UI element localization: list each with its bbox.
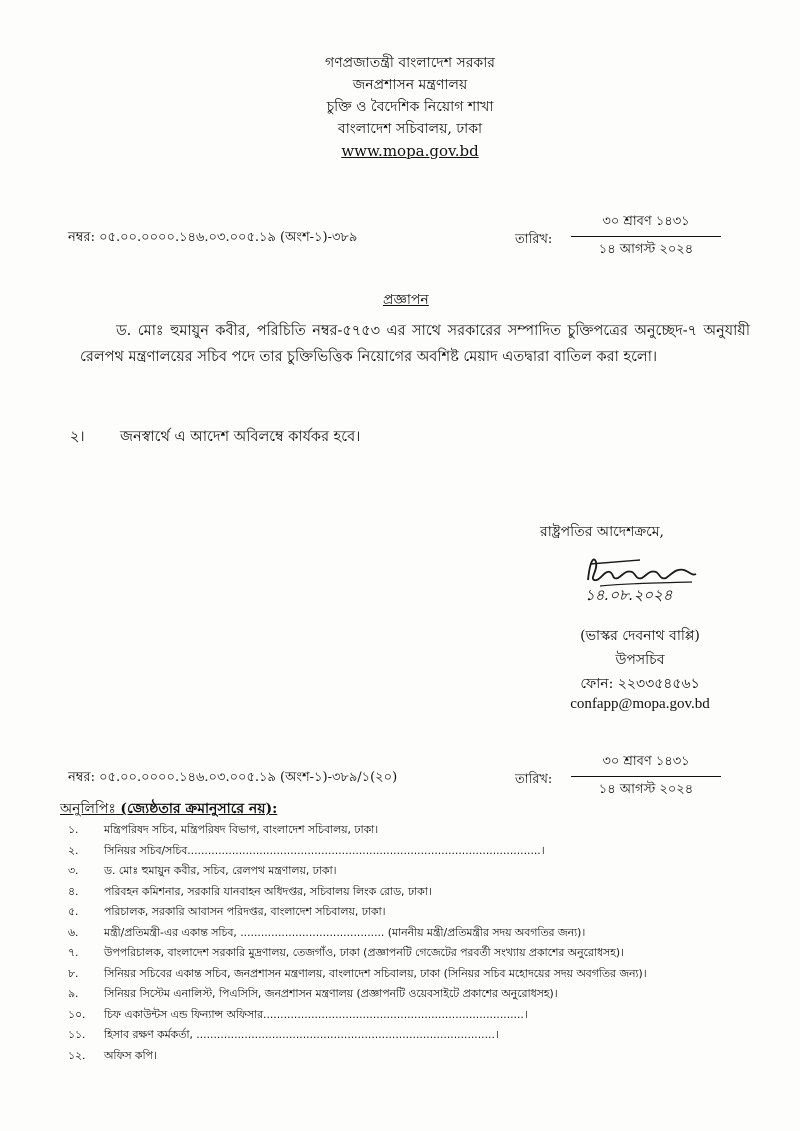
list-item	[68, 820, 708, 841]
list-item-number: ১১.	[68, 1028, 86, 1041]
office-address: বাংলাদেশ সচিবালয়, ঢাকা	[337, 121, 483, 137]
notice-paragraph-1: ড. মোঃ হুমায়ুন কবীর, পরিচিতি নম্বর-৫৭৫৩ এর সাথে সরকারের সম্পাদিত চুক্তিপত্রের অনুচ্ছেদ-৭ অনুযায়ী রেলপথ মন্ত্রণালয়ের সচিব পদে তার চুক্তিভিত্তিক নিয়োগের অবশিষ্ট মেয়াদ এতদ্বারা বাতিল করা হলো।	[80, 323, 750, 365]
list-item-number: ১.	[68, 823, 79, 836]
signatory-email[interactable]: confapp@mopa.gov.bd	[570, 696, 710, 712]
list-item-number: ৪.	[68, 884, 79, 898]
list-item-text: ড. মোঃ হুমায়ুন কবীর, সচিব, রেলপথ মন্ত্রণালয়, ঢাকা।	[104, 864, 337, 877]
copies-title: অনুলিপিঃ (জ্যেষ্ঠতার ক্রমানুসারে নয়):	[60, 801, 278, 817]
signature-date: ১৪.০৮.২০২৪	[585, 586, 673, 604]
list-item-text: সিনিয়র সচিবের একান্ত সচিব, জনপ্রশাসন মন্ত্রণালয়, বাংলাদেশ সচিবালয়, ঢাকা (সিনিয়র সচিব মহোদয়ের সদয় অবগতির জন্য)।	[104, 966, 647, 980]
list-item	[68, 984, 708, 1005]
list-item-text: পরিচালক, সরকারি আবাসন পরিদপ্তর, বাংলাদেশ সচিবালয়, ঢাকা।	[104, 905, 386, 918]
signatory-phone: ফোন: ২২৩৩৫৪৫৬১	[580, 676, 700, 692]
list-item	[68, 964, 708, 985]
govt-name: গণপ্রজাতন্ত্রী বাংলাদেশ সরকার	[325, 55, 495, 71]
list-item-text: চিফ একাউন্টস এন্ড ফিন্যান্স অফিসার............................................................................।	[104, 1007, 528, 1021]
memo-reference-number-2: নম্বর: ০৫.০০.০০০০.১৪৬.০৩.০০৫.১৯ (অংশ-১)-৩৮৯/১(২০)	[68, 770, 398, 785]
list-item	[68, 861, 708, 882]
list-item-number: ৭.	[68, 946, 79, 959]
list-item-text: হিসাব রক্ষণ কর্মকর্তা, .......................................................................................।	[104, 1028, 499, 1041]
order-by-text: রাষ্ট্রপতির আদেশক্রমে,	[540, 524, 664, 540]
list-item-text: পরিবহন কমিশনার, সরকারি যানবাহন অধিদপ্তর, সচিবালয় লিংক রোড, ঢাকা।	[104, 884, 432, 898]
list-item-text: মন্ত্রী/প্রতিমন্ত্রী-এর একান্ত সচিব, .......................................... (মাননীয় মন্ত্রী/প্রতিমন্ত্রীর সদয় অবগতির জন্য)।	[104, 925, 586, 939]
list-item	[68, 943, 708, 964]
section-name: চুক্তি ও বৈদেশিক নিয়োগ শাখা	[326, 99, 494, 115]
date-gregorian: ১৪ আগস্ট ২০২৪	[598, 242, 694, 257]
signatory-name: (ভাস্কর দেবনাথ বাপ্পি)	[580, 628, 700, 644]
list-item	[68, 923, 708, 944]
memo-date	[515, 212, 735, 262]
memo-reference-number: নম্বর: ০৫.০০.০০০০.১৪৬.০৩.০০৫.১৯ (অংশ-১)-৩৮৯	[68, 230, 358, 245]
list-item-number: ৯.	[68, 987, 79, 1000]
list-item-number: ৬.	[68, 925, 79, 939]
list-item	[68, 882, 708, 903]
letterhead	[200, 52, 620, 162]
memo-date-2	[515, 752, 735, 802]
notice-paragraph-2: ২। জনস্বার্থে এ আদেশ অবিলম্বে কার্যকর হবে।	[70, 426, 360, 450]
signatory-designation: উপসচিব	[615, 652, 665, 668]
list-item-number: ২.	[68, 843, 79, 857]
list-item-text: মন্ত্রিপরিষদ সচিব, মন্ত্রিপরিষদ বিভাগ, বাংলাদেশ সচিবালয়, ঢাকা।	[104, 823, 379, 836]
list-item-text: সিনিয়র সিস্টেম এনালিস্ট, পিএসিসি, জনপ্রশাসন মন্ত্রণালয় (প্রজ্ঞাপনটি ওয়েবসাইটে প্রকাশের অনুরোধসহ)।	[104, 987, 558, 1000]
list-item-number: ৩.	[68, 864, 79, 877]
list-item	[68, 902, 708, 923]
list-item-number: ১০.	[68, 1007, 86, 1021]
list-item	[68, 1025, 708, 1046]
list-item-text: উপপরিচালক, বাংলাদেশ সরকারি মুদ্রণালয়, তেজগাঁও, ঢাকা (প্রজ্ঞাপনটি গেজেটের পরবর্তী সংখ্যায় প্রকাশের অনুরোধসহ)।	[104, 946, 624, 959]
list-item-text: সিনিয়র সচিব/সচিব.......................................................................................................।	[104, 843, 545, 857]
list-item-text: অফিস কপি।	[104, 1048, 157, 1062]
list-item	[68, 1005, 708, 1026]
list-item-number: ১২.	[68, 1048, 86, 1062]
list-item-number: ৮.	[68, 966, 79, 980]
date-label: তারিখ:	[515, 772, 553, 787]
date-bangla: ৩০ শ্রাবণ ১৪৩১	[602, 214, 690, 229]
date-gregorian: ১৪ আগস্ট ২০২৪	[598, 782, 694, 797]
ministry-name: জনপ্রশাসন মন্ত্রণালয়	[352, 77, 468, 93]
copies-list	[68, 820, 708, 1066]
list-item	[68, 841, 708, 862]
website-link[interactable]: www.mopa.gov.bd	[341, 142, 479, 160]
date-label: তারিখ:	[515, 232, 553, 247]
paragraph-number: ২।	[70, 429, 85, 445]
list-item	[68, 1046, 708, 1067]
notice-title: প্রজ্ঞাপন	[383, 292, 429, 308]
list-item-number: ৫.	[68, 905, 79, 918]
date-bangla: ৩০ শ্রাবণ ১৪৩১	[602, 754, 690, 769]
